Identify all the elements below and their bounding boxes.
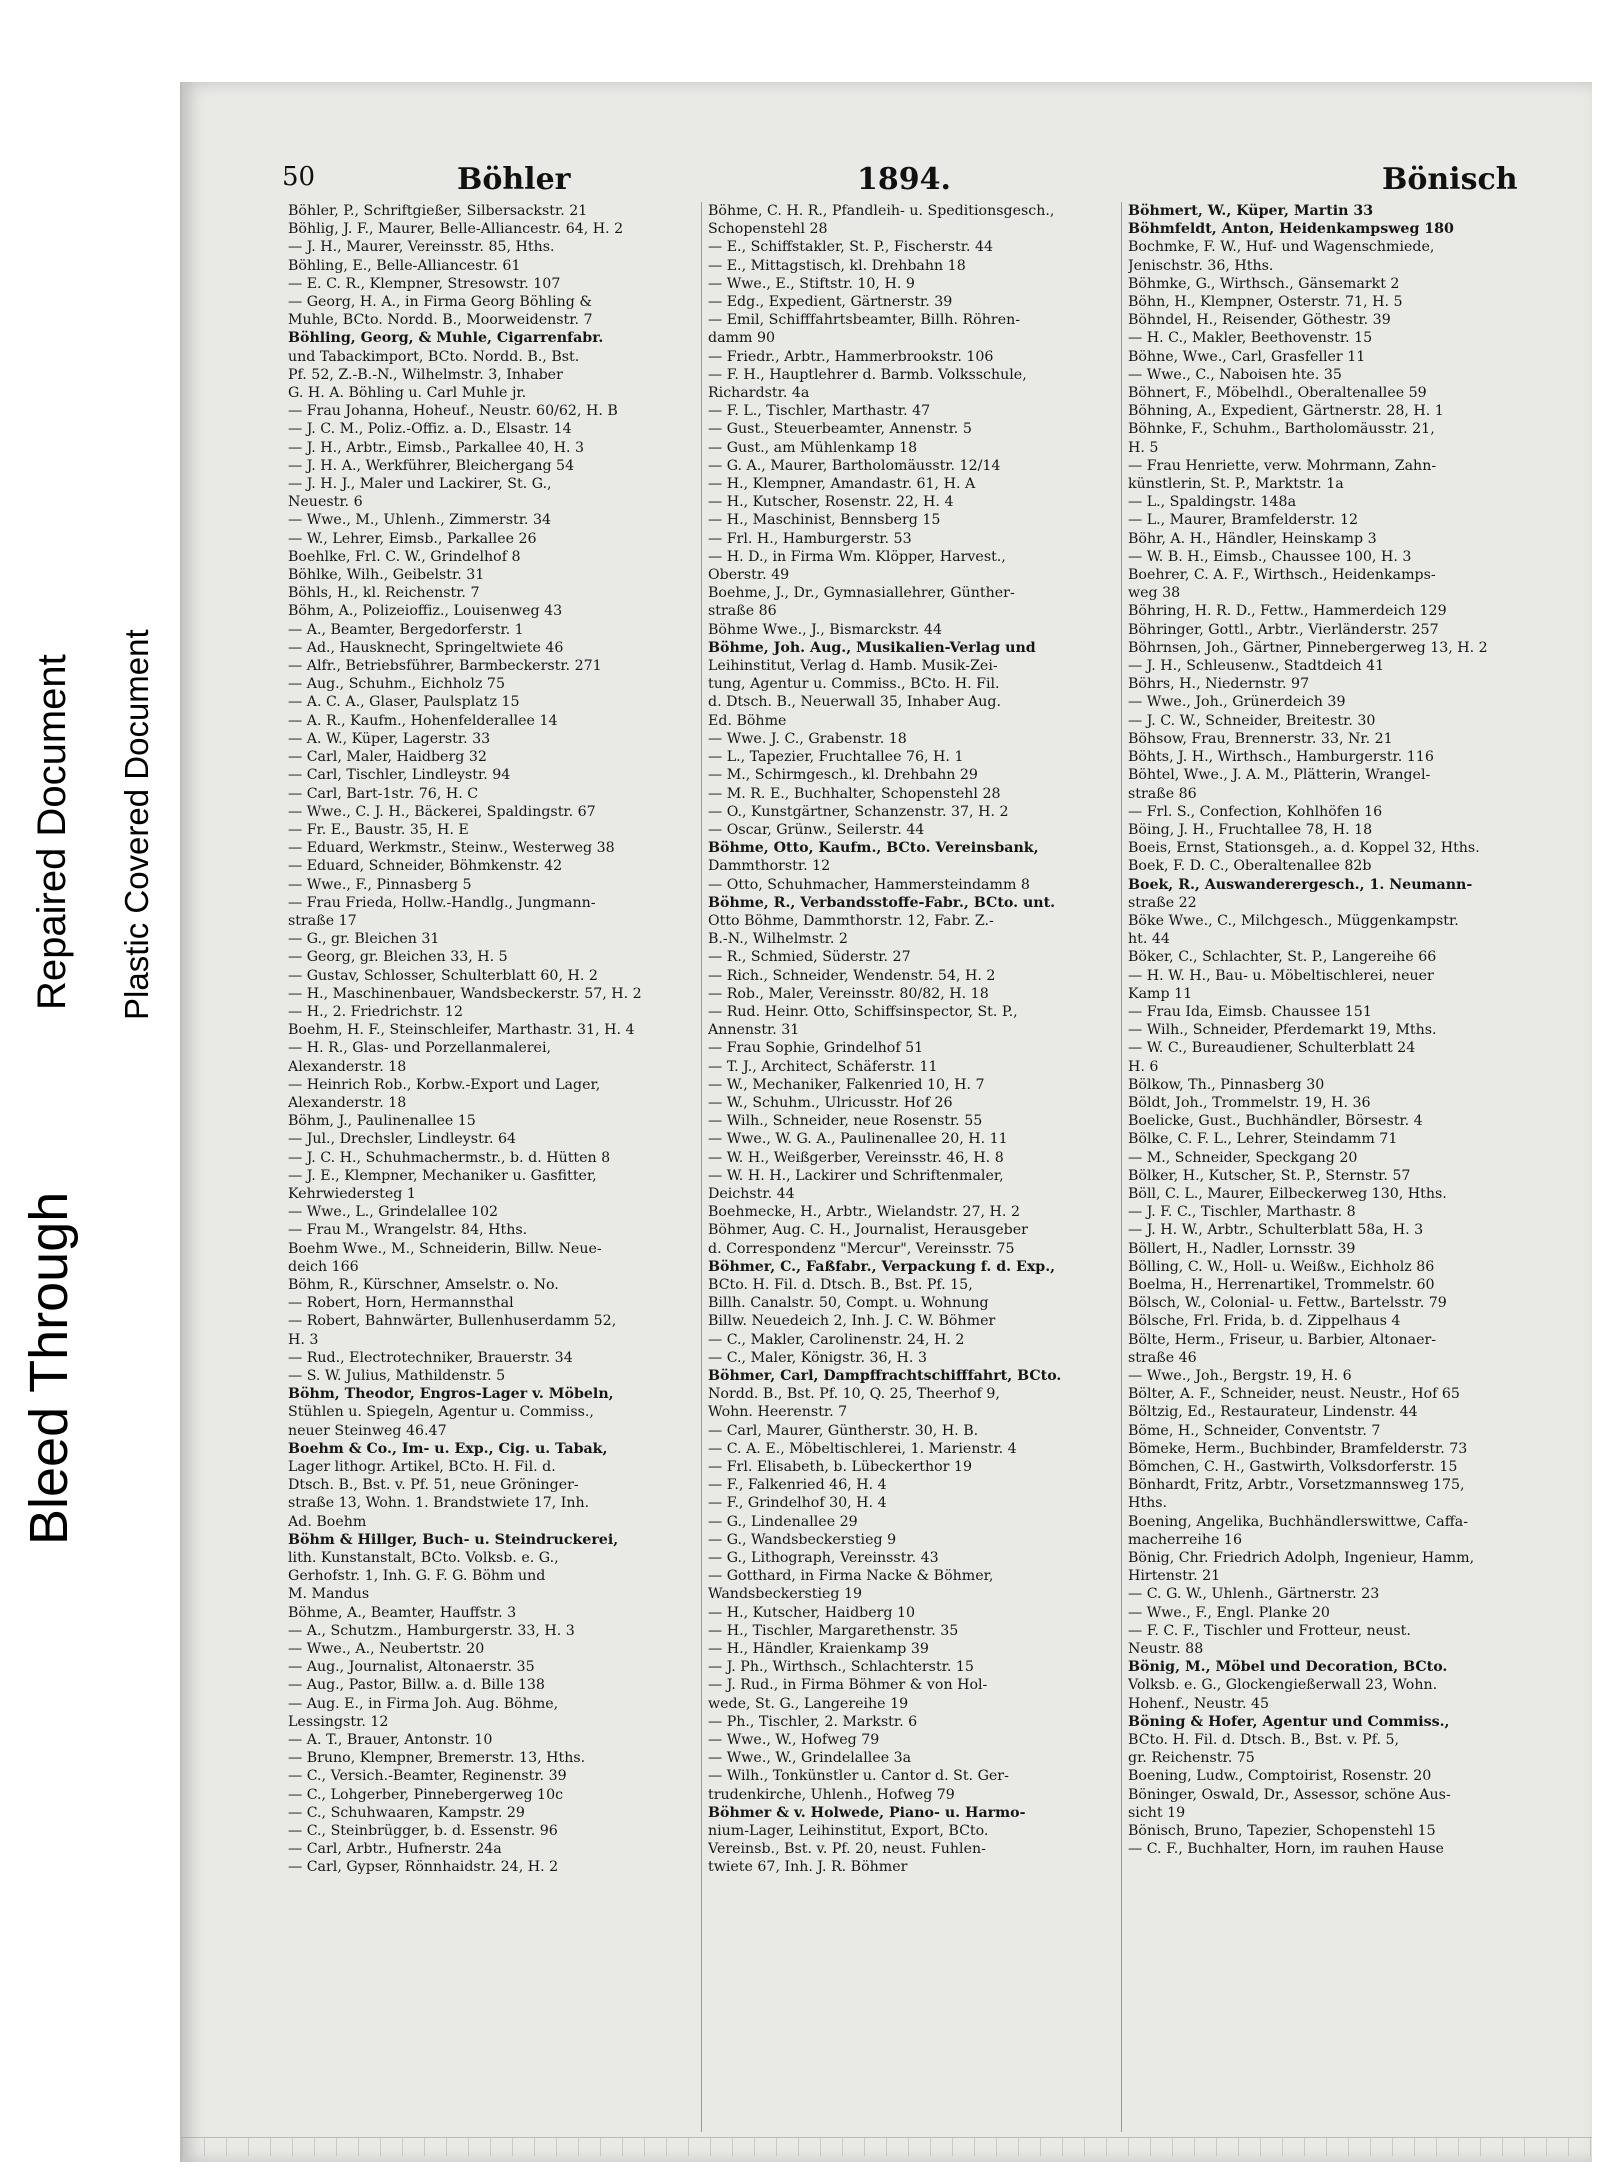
- directory-entry: Schopenstehl 28: [708, 221, 828, 238]
- directory-entry: Bönig, Chr. Friedrich Adolph, Ingenieur, Hamm,: [1128, 1550, 1475, 1567]
- directory-entry: Volksb. e. G., Glockengießerwall 23, Wohn.: [1128, 1677, 1438, 1694]
- directory-entry: Böll, C. L., Maurer, Eilbeckerweg 130, Hths.: [1128, 1185, 1447, 1202]
- directory-entry: Böhme, A., Beamter, Hauffstr. 3: [288, 1604, 517, 1621]
- directory-entry: — Emil, Schifffahrtsbeamter, Billh. Röhren-: [708, 312, 1021, 329]
- directory-entry: — Friedr., Arbtr., Hammerbrookstr. 106: [708, 348, 994, 365]
- directory-entry: nium-Lager, Leihinstitut, Export, BCto.: [708, 1823, 989, 1840]
- directory-entry: — C., Steinbrügger, b. d. Essenstr. 96: [288, 1823, 558, 1840]
- directory-entry: Böhmfeldt, Anton, Heidenkampsweg 180: [1128, 221, 1454, 238]
- right-running-head: Bönisch: [1382, 162, 1518, 197]
- directory-entry: Boelicke, Gust., Buchhändler, Börsestr. 4: [1128, 1113, 1423, 1130]
- directory-entry: — H., Maschinenbauer, Wandsbeckerstr. 57, H. 2: [288, 985, 642, 1002]
- repaired-document-label: Repaired Document: [30, 654, 74, 1010]
- directory-entry: — Wwe., C. J. H., Bäckerei, Spaldingstr. 67: [288, 803, 596, 820]
- directory-entry: H. 3: [288, 1331, 319, 1348]
- directory-entry: — Frau Ida, Eimsb. Chaussee 151: [1128, 1003, 1372, 1020]
- directory-entry: Leihinstitut, Verlag d. Hamb. Musik-Zei-: [708, 658, 998, 675]
- directory-entry: Böhlig, J. F., Maurer, Belle-Alliancestr. 64, H. 2: [288, 221, 624, 238]
- directory-entry: G. H. A. Böhling u. Carl Muhle jr.: [288, 385, 527, 402]
- directory-entry: Böninger, Oswald, Dr., Assessor, schöne Aus-: [1128, 1786, 1451, 1803]
- directory-entry: trudenkirche, Uhlenh., Hofweg 79: [708, 1786, 955, 1803]
- directory-entry: M. Mandus: [288, 1586, 370, 1603]
- directory-entry: Böhmke, G., Wirthsch., Gänsemarkt 2: [1128, 275, 1400, 292]
- directory-column-2: [702, 202, 1122, 2132]
- directory-entry: — Wwe., F., Pinnasberg 5: [288, 876, 472, 893]
- directory-entry: Alexanderstr. 18: [288, 1094, 407, 1111]
- directory-entry: — O., Kunstgärtner, Schanzenstr. 37, H. 2: [708, 803, 1009, 820]
- directory-entry: Bölker, H., Kutscher, St. P., Sternstr. 57: [1128, 1167, 1411, 1184]
- directory-entry: — Wwe., M., Uhlenh., Zimmerstr. 34: [288, 512, 551, 529]
- directory-entry: Lager lithogr. Artikel, BCto. H. Fil. d.: [288, 1459, 556, 1476]
- year-heading: 1894.: [857, 162, 951, 197]
- directory-entry: Billw. Neuedeich 2, Inh. J. C. W. Böhmer: [708, 1313, 996, 1330]
- directory-entry: — Carl, Tischler, Lindleystr. 94: [288, 767, 511, 784]
- directory-entry: Böhls, H., kl. Reichenstr. 7: [288, 585, 480, 602]
- directory-entry: — Eduard, Werkmstr., Steinw., Westerweg 38: [288, 840, 615, 857]
- directory-entry: — Rob., Maler, Vereinsstr. 80/82, H. 18: [708, 985, 989, 1002]
- directory-entry: — G. A., Maurer, Bartholomäusstr. 12/14: [708, 457, 1001, 474]
- directory-entry: — Robert, Horn, Hermannsthal: [288, 1295, 514, 1312]
- directory-entry: Oberstr. 49: [708, 567, 790, 584]
- directory-entry: Böhm & Hillger, Buch- u. Steindruckerei,: [288, 1531, 619, 1548]
- directory-entry: Boehrer, C. A. F., Wirthsch., Heidenkamps-: [1128, 567, 1436, 584]
- directory-entry: Vereinsb., Bst. v. Pf. 20, neust. Fuhlen-: [708, 1841, 986, 1858]
- directory-entry: Böhme, Joh. Aug., Musikalien-Verlag und: [708, 639, 1036, 656]
- directory-entry: Bönisch, Bruno, Tapezier, Schopenstehl 15: [1128, 1823, 1436, 1840]
- directory-entry: — J. H., Maurer, Vereinsstr. 85, Hths.: [288, 239, 555, 256]
- directory-entry: Böhmer, C., Faßfabr., Verpackung f. d. Exp.,: [708, 1258, 1056, 1275]
- directory-entry: — J. H. W., Arbtr., Schulterblatt 58a, H. 3: [1128, 1222, 1424, 1239]
- directory-entry: — J. H., Schleusenw., Stadtdeich 41: [1128, 658, 1385, 675]
- directory-entry: — Alfr., Betriebsführer, Barmbeckerstr. 271: [288, 658, 602, 675]
- directory-entry: weg 38: [1128, 585, 1181, 602]
- directory-entry: — Jul., Drechsler, Lindleystr. 64: [288, 1131, 517, 1148]
- directory-entry: Böhm, Theodor, Engros-Lager v. Möbeln,: [288, 1386, 614, 1403]
- directory-entry: — A., Schutzm., Hamburgerstr. 33, H. 3: [288, 1622, 575, 1639]
- directory-entry: Bölsch, W., Colonial- u. Fettw., Bartelsstr. 79: [1128, 1295, 1447, 1312]
- directory-entry: — J. H. J., Maler und Lackirer, St. G.,: [288, 476, 552, 493]
- directory-entry: Böldt, Joh., Trommelstr. 19, H. 36: [1128, 1094, 1371, 1111]
- scanned-page: [180, 82, 1592, 2162]
- directory-entry: Böltzig, Ed., Restaurateur, Lindenstr. 44: [1128, 1404, 1418, 1421]
- directory-entry: Bölte, Herm., Friseur, u. Barbier, Altonaer-: [1128, 1331, 1437, 1348]
- directory-entry: Wandsbeckerstieg 19: [708, 1586, 863, 1603]
- directory-entry: — C., Versich.-Beamter, Reginenstr. 39: [288, 1768, 567, 1785]
- directory-entry: — Frau Johanna, Hoheuf., Neustr. 60/62, H. B: [288, 403, 618, 420]
- directory-entry: — C. F., Buchhalter, Horn, im rauhen Hause: [1128, 1841, 1444, 1858]
- directory-entry: — A. T., Brauer, Antonstr. 10: [288, 1732, 493, 1749]
- directory-entry: Boehmecke, H., Arbtr., Wielandstr. 27, H. 2: [708, 1204, 1020, 1221]
- directory-entry: Neustr. 88: [1128, 1641, 1204, 1658]
- directory-entry: — Wwe., W. G. A., Paulinenallee 20, H. 11: [708, 1131, 1008, 1148]
- directory-entry: — Gustav, Schlosser, Schulterblatt 60, H. 2: [288, 967, 598, 984]
- directory-entry: Böhrnsen, Joh., Gärtner, Pinnebergerweg 13, H. 2: [1128, 639, 1488, 656]
- directory-entry: Böhts, J. H., Wirthsch., Hamburgerstr. 116: [1128, 749, 1434, 766]
- directory-entry: Böhmer, Aug. C. H., Journalist, Herausgeber: [708, 1222, 1028, 1239]
- directory-entry: neuer Steinweg 46.47: [288, 1422, 447, 1439]
- left-running-head: Böhler: [457, 162, 571, 197]
- directory-entry: Boehm & Co., Im- u. Exp., Cig. u. Tabak,: [288, 1440, 608, 1457]
- directory-entry: — Aug. E., in Firma Joh. Aug. Böhme,: [288, 1695, 559, 1712]
- directory-entry: Deichstr. 44: [708, 1185, 795, 1202]
- directory-entry: — Ph., Tischler, 2. Markstr. 6: [708, 1713, 918, 1730]
- directory-entry: Böhmer, Carl, Dampffrachtschifffahrt, BCto.: [708, 1368, 1062, 1384]
- directory-entry: — Eduard, Schneider, Böhmkenstr. 42: [288, 858, 563, 875]
- directory-entry: — Wilh., Schneider, Pferdemarkt 19, Mths.: [1128, 1022, 1437, 1039]
- directory-entry: Böhsow, Frau, Brennerstr. 33, Nr. 21: [1128, 730, 1393, 747]
- directory-entry: — H. R., Glas- und Porzellanmalerei,: [288, 1040, 551, 1057]
- directory-entry: — Gust., am Mühlenkamp 18: [708, 439, 918, 456]
- directory-entry: — G., Lindenallee 29: [708, 1513, 858, 1530]
- directory-entry: deich 166: [288, 1258, 359, 1275]
- directory-entry: Böhring, H. R. D., Fettw., Hammerdeich 129: [1128, 603, 1447, 620]
- directory-entry: Böning & Hofer, Agentur und Commiss.,: [1128, 1713, 1450, 1730]
- directory-entry: Boehm, H. F., Steinschleifer, Marthastr. 31, H. 4: [288, 1022, 635, 1039]
- directory-entry: Boelma, H., Herrenartikel, Trommelstr. 60: [1128, 1276, 1435, 1293]
- directory-entry: — Gotthard, in Firma Nacke & Böhmer,: [708, 1568, 994, 1585]
- directory-entry: Muhle, BCto. Nordd. B., Moorweidenstr. 7: [288, 312, 593, 329]
- directory-entry: Böhning, A., Expedient, Gärtnerstr. 28, H. 1: [1128, 403, 1444, 420]
- directory-entry: künstlerin, St. P., Marktstr. 1a: [1128, 476, 1344, 493]
- directory-entry: Böhm, J., Paulinenallee 15: [288, 1113, 476, 1130]
- directory-entry: — Edg., Expedient, Gärtnerstr. 39: [708, 294, 953, 311]
- directory-entry: Kehrwiedersteg 1: [288, 1185, 416, 1202]
- directory-entry: Nordd. B., Bst. Pf. 10, Q. 25, Theerhof 9,: [708, 1386, 1000, 1403]
- directory-entry: wede, St. G., Langereihe 19: [708, 1695, 909, 1712]
- directory-entry: Alexanderstr. 18: [288, 1058, 407, 1075]
- directory-entry: Böhme, C. H. R., Pfandleih- u. Speditionsgesch.,: [708, 203, 1055, 219]
- directory-entry: Wohn. Heerenstr. 7: [708, 1404, 848, 1421]
- directory-entry: Dammthorstr. 12: [708, 858, 831, 875]
- directory-entry: — H., Kutscher, Rosenstr. 22, H. 4: [708, 494, 954, 511]
- directory-entry: Böhr, A. H., Händler, Heinskamp 3: [1128, 530, 1377, 547]
- directory-entry: — Rich., Schneider, Wendenstr. 54, H. 2: [708, 967, 996, 984]
- directory-entry: — H., Klempner, Amandastr. 61, H. A: [708, 476, 976, 493]
- directory-entry: straße 86: [708, 603, 777, 620]
- directory-entry: — C., Maler, Königstr. 36, H. 3: [708, 1349, 927, 1366]
- directory-entry: Böhm, R., Kürschner, Amselstr. o. No.: [288, 1276, 559, 1293]
- directory-entry: — J. E., Klempner, Mechaniker u. Gasfitter,: [288, 1167, 597, 1184]
- directory-column-3: [1122, 202, 1542, 2132]
- directory-entry: — E., Mittagstisch, kl. Drehbahn 18: [708, 257, 966, 274]
- directory-entry: Böhmert, W., Küper, Martin 33: [1128, 203, 1374, 219]
- directory-entry: — W., Mechaniker, Falkenried 10, H. 7: [708, 1076, 985, 1093]
- directory-entry: — T. J., Architect, Schäferstr. 11: [708, 1058, 938, 1075]
- directory-entry: — W., Lehrer, Eimsb., Parkallee 26: [288, 530, 537, 547]
- directory-entry: Otto Böhme, Dammthorstr. 12, Fabr. Z.-: [708, 912, 994, 929]
- directory-entry: — S. W. Julius, Mathildenstr. 5: [288, 1368, 506, 1384]
- directory-entry: tung, Agentur u. Commiss., BCto. H. Fil.: [708, 676, 1000, 693]
- directory-entry: Gerhofstr. 1, Inh. G. F. G. Böhm und: [288, 1568, 546, 1585]
- directory-entry: Hirtenstr. 21: [1128, 1568, 1221, 1585]
- directory-entry: — Wwe., C., Naboisen hte. 35: [1128, 366, 1342, 383]
- directory-entry: H. 6: [1128, 1058, 1159, 1075]
- directory-entry: — F. H., Hauptlehrer d. Barmb. Volksschule,: [708, 366, 1027, 383]
- directory-entry: d. Correspondenz "Mercur", Vereinsstr. 75: [708, 1240, 1015, 1257]
- directory-entry: Böhme, R., Verbandsstoffe-Fabr., BCto. unt.: [708, 894, 1056, 911]
- directory-column-1: [282, 202, 702, 2132]
- directory-entry: — F. L., Tischler, Marthastr. 47: [708, 403, 931, 420]
- bleed-through-label: Bleed Through: [19, 1191, 79, 1545]
- directory-entry: Ad. Boehm: [288, 1513, 367, 1530]
- directory-entry: — Wwe., Joh., Grünerdeich 39: [1128, 694, 1346, 711]
- directory-entry: Bölter, A. F., Schneider, neust. Neustr., Hof 65: [1128, 1386, 1460, 1403]
- directory-entry: Billh. Canalstr. 50, Compt. u. Wohnung: [708, 1295, 989, 1312]
- directory-entry: — Wwe., E., Stiftstr. 10, H. 9: [708, 275, 915, 292]
- directory-entry: Boening, Ludw., Comptoirist, Rosenstr. 20: [1128, 1768, 1432, 1785]
- directory-entry: — Frl. Elisabeth, b. Lübeckerthor 19: [708, 1459, 972, 1476]
- directory-entry: Bölke, C. F. L., Lehrer, Steindamm 71: [1128, 1131, 1398, 1148]
- directory-entry: — Frau Frieda, Hollw.-Handlg., Jungmann-: [288, 894, 596, 911]
- directory-entry: Bölling, C. W., Holl- u. Weißw., Eichholz 86: [1128, 1258, 1435, 1275]
- directory-entry: — H., Maschinist, Bennsberg 15: [708, 512, 941, 529]
- directory-entry: B.-N., Wilhelmstr. 2: [708, 931, 848, 948]
- directory-entry: — J. Rud., in Firma Böhmer & von Hol-: [708, 1677, 988, 1694]
- directory-entry: Böhm, A., Polizeioffiz., Louisenweg 43: [288, 603, 563, 620]
- directory-entry: — A., Beamter, Bergedorferstr. 1: [288, 621, 524, 638]
- directory-entry: d. Dtsch. B., Neuerwall 35, Inhaber Aug.: [708, 694, 1001, 711]
- directory-entry: — H., Händler, Kraienkamp 39: [708, 1641, 929, 1658]
- directory-entry: — Wwe., W., Hofweg 79: [708, 1732, 880, 1749]
- directory-entry: — F., Falkenried 46, H. 4: [708, 1477, 887, 1494]
- directory-entry: Böhtel, Wwe., J. A. M., Plätterin, Wrangel-: [1128, 767, 1431, 784]
- directory-entry: — M., Schneider, Speckgang 20: [1128, 1149, 1358, 1166]
- directory-entry: Bölsche, Frl. Frida, b. d. Zippelhaus 4: [1128, 1313, 1401, 1330]
- directory-entry: Richardstr. 4a: [708, 385, 810, 402]
- directory-entry: Boehlke, Frl. C. W., Grindelhof 8: [288, 548, 521, 565]
- directory-entry: Boening, Angelika, Buchhändlerswittwe, Caffa-: [1128, 1513, 1469, 1530]
- directory-entry: Hths.: [1128, 1495, 1168, 1512]
- page-header: [282, 162, 1542, 202]
- directory-entry: — C. A. E., Möbeltischlerei, 1. Marienstr. 4: [708, 1440, 1017, 1457]
- directory-entry: — Carl, Maurer, Güntherstr. 30, H. B.: [708, 1422, 979, 1439]
- directory-entry: — Aug., Journalist, Altonaerstr. 35: [288, 1659, 535, 1676]
- directory-entry: Dtsch. B., Bst. v. Pf. 51, neue Gröninger-: [288, 1477, 579, 1494]
- page-number: 50: [282, 162, 316, 192]
- directory-entry: — F., Grindelhof 30, H. 4: [708, 1495, 887, 1512]
- directory-entry: — M., Schirmgesch., kl. Drehbahn 29: [708, 767, 978, 784]
- directory-entry: — H. W. H., Bau- u. Möbeltischlerei, neuer: [1128, 967, 1434, 984]
- directory-entry: Ed. Böhme: [708, 712, 787, 729]
- directory-entry: — Georg, gr. Bleichen 33, H. 5: [288, 949, 508, 966]
- directory-entry: — L., Maurer, Bramfelderstr. 12: [1128, 512, 1359, 529]
- directory-entry: Kamp 11: [1128, 985, 1193, 1002]
- directory-entry: Boehm Wwe., M., Schneiderin, Billw. Neue-: [288, 1240, 602, 1257]
- directory-entry: straße 13, Wohn. 1. Brandstwiete 17, Inh.: [288, 1495, 590, 1512]
- directory-entry: — Ad., Hausknecht, Springeltwiete 46: [288, 639, 564, 656]
- directory-entry: — J. F. C., Tischler, Marthastr. 8: [1128, 1204, 1356, 1221]
- directory-entry: — Wilh., Tonkünstler u. Cantor d. St. Ger-: [708, 1768, 1009, 1785]
- directory-entry: — Aug., Pastor, Billw. a. d. Bille 138: [288, 1677, 545, 1694]
- directory-entry: Böllert, H., Nadler, Lornsstr. 39: [1128, 1240, 1356, 1257]
- directory-entry: BCto. H. Fil. d. Dtsch. B., Bst. v. Pf. 5,: [1128, 1732, 1400, 1749]
- directory-columns: [282, 202, 1542, 2132]
- directory-entry: — W. H. H., Lackirer und Schriftenmaler,: [708, 1167, 1004, 1184]
- directory-entry: twiete 67, Inh. J. R. Böhmer: [708, 1859, 908, 1876]
- directory-entry: Böhme Wwe., J., Bismarckstr. 44: [708, 621, 942, 638]
- directory-entry: — Robert, Bahnwärter, Bullenhuserdamm 52,: [288, 1313, 617, 1330]
- directory-entry: — Aug., Schuhm., Eichholz 75: [288, 676, 505, 693]
- directory-entry: — F. C. F., Tischler und Frotteur, neust.: [1128, 1622, 1411, 1639]
- directory-entry: — H., Kutscher, Haidberg 10: [708, 1604, 916, 1621]
- directory-entry: — L., Spaldingstr. 148a: [1128, 494, 1297, 511]
- directory-entry: — W., Schuhm., Ulricusstr. Hof 26: [708, 1094, 953, 1111]
- directory-entry: Böke Wwe., C., Milchgesch., Müggenkampstr.: [1128, 912, 1459, 929]
- directory-entry: Böhndel, H., Reisender, Göthestr. 39: [1128, 312, 1391, 329]
- directory-entry: straße 17: [288, 912, 357, 929]
- directory-entry: Jenischstr. 36, Hths.: [1128, 257, 1274, 274]
- directory-entry: — H. D., in Firma Wm. Klöpper, Harvest.,: [708, 548, 1006, 565]
- directory-entry: — Frau Henriette, verw. Mohrmann, Zahn-: [1128, 457, 1437, 474]
- directory-entry: straße 86: [1128, 785, 1197, 802]
- directory-entry: — Wilh., Schneider, neue Rosenstr. 55: [708, 1113, 983, 1130]
- directory-entry: — Frau M., Wrangelstr. 84, Hths.: [288, 1222, 528, 1239]
- directory-entry: — G., Wandsbeckerstieg 9: [708, 1531, 897, 1548]
- margin-label-strip: [0, 0, 180, 2177]
- directory-entry: — Gust., Steuerbeamter, Annenstr. 5: [708, 421, 972, 438]
- directory-entry: — Fr. E., Baustr. 35, H. E: [288, 821, 469, 838]
- directory-entry: — H., 2. Friedrichstr. 12: [288, 1003, 463, 1020]
- directory-entry: und Tabackimport, BCto. Nordd. B., Bst.: [288, 348, 580, 365]
- directory-entry: Böing, J. H., Fruchtallee 78, H. 18: [1128, 821, 1373, 838]
- directory-entry: — A. R., Kaufm., Hohenfelderallee 14: [288, 712, 558, 729]
- directory-entry: Böhler, P., Schriftgießer, Silbersackstr. 21: [288, 203, 588, 219]
- directory-entry: — Wwe., W., Grindelallee 3a: [708, 1750, 912, 1767]
- directory-entry: — Otto, Schuhmacher, Hammersteindamm 8: [708, 876, 1030, 893]
- directory-entry: Böker, C., Schlachter, St. P., Langereihe 66: [1128, 949, 1437, 966]
- directory-entry: Bölkow, Th., Pinnasberg 30: [1128, 1076, 1325, 1093]
- directory-entry: — C. G. W., Uhlenh., Gärtnerstr. 23: [1128, 1586, 1380, 1603]
- directory-entry: — Frau Sophie, Grindelhof 51: [708, 1040, 924, 1057]
- directory-entry: Böhne, Wwe., Carl, Grasfeller 11: [1128, 348, 1366, 365]
- directory-entry: — J. C. M., Poliz.-Offiz. a. D., Elsastr. 14: [288, 421, 572, 438]
- directory-entry: Bönhardt, Fritz, Arbtr., Vorsetzmannsweg 175,: [1128, 1477, 1465, 1494]
- directory-entry: Böhnke, F., Schuhm., Bartholomäusstr. 21,: [1128, 421, 1435, 438]
- directory-entry: — L., Tapezier, Fruchtallee 76, H. 1: [708, 749, 964, 766]
- directory-entry: Böhling, Georg, & Muhle, Cigarrenfabr.: [288, 330, 604, 347]
- directory-entry: damm 90: [708, 330, 776, 347]
- directory-entry: — Carl, Maler, Haidberg 32: [288, 749, 487, 766]
- directory-entry: — Carl, Bart-1str. 76, H. C: [288, 785, 479, 802]
- directory-entry: sicht 19: [1128, 1804, 1186, 1821]
- directory-entry: — E., Schiffstakler, St. P., Fischerstr. 44: [708, 239, 994, 256]
- directory-entry: — H. C., Makler, Beethovenstr. 15: [1128, 330, 1373, 347]
- directory-entry: ht. 44: [1128, 931, 1170, 948]
- directory-entry: — Wwe., F., Engl. Planke 20: [1128, 1604, 1330, 1621]
- directory-entry: Böhnert, F., Möbelhdl., Oberaltenallee 59: [1128, 385, 1427, 402]
- directory-entry: — J. H., Arbtr., Eimsb., Parkallee 40, H. 3: [288, 439, 585, 456]
- directory-entry: — Carl, Gypser, Rönnhaidstr. 24, H. 2: [288, 1859, 559, 1876]
- directory-entry: Boeis, Ernst, Stationsgeh., a. d. Koppel 32, Hths.: [1128, 840, 1480, 857]
- directory-entry: — Carl, Arbtr., Hufnerstr. 24a: [288, 1841, 502, 1858]
- directory-entry: — G., gr. Bleichen 31: [288, 931, 440, 948]
- directory-entry: — J. C. W., Schneider, Breitestr. 30: [1128, 712, 1376, 729]
- directory-entry: — Wwe. J. C., Grabenstr. 18: [708, 730, 907, 747]
- directory-entry: — Wwe., Joh., Bergstr. 19, H. 6: [1128, 1368, 1352, 1384]
- directory-entry: — J. C. H., Schuhmachermstr., b. d. Hütten 8: [288, 1149, 611, 1166]
- directory-entry: — J. Ph., Wirthsch., Schlachterstr. 15: [708, 1659, 974, 1676]
- directory-entry: — G., Lithograph, Vereinsstr. 43: [708, 1550, 939, 1567]
- directory-entry: — Wwe., L., Grindelallee 102: [288, 1204, 499, 1221]
- directory-entry: lith. Kunstanstalt, BCto. Volksb. e. G.,: [288, 1550, 559, 1567]
- directory-entry: — M. R. E., Buchhalter, Schopenstehl 28: [708, 785, 1001, 802]
- directory-entry: — Frl. S., Confection, Kohlhöfen 16: [1128, 803, 1383, 820]
- directory-entry: — H., Tischler, Margarethenstr. 35: [708, 1622, 959, 1639]
- directory-entry: gr. Reichenstr. 75: [1128, 1750, 1255, 1767]
- directory-entry: — Georg, H. A., in Firma Georg Böhling &: [288, 294, 592, 311]
- directory-entry: — Heinrich Rob., Korbw.-Export und Lager,: [288, 1076, 601, 1093]
- directory-entry: — R., Schmied, Süderstr. 27: [708, 949, 911, 966]
- directory-entry: Böme, H., Schneider, Conventstr. 7: [1128, 1422, 1381, 1439]
- directory-entry: Bömchen, C. H., Gastwirth, Volksdorferstr. 15: [1128, 1459, 1458, 1476]
- directory-entry: Pf. 52, Z.-B.-N., Wilhelmstr. 3, Inhaber: [288, 366, 563, 383]
- directory-entry: Böhme, Otto, Kaufm., BCto. Vereinsbank,: [708, 840, 1039, 857]
- directory-entry: H. 5: [1128, 439, 1159, 456]
- directory-entry: — Frl. H., Hamburgerstr. 53: [708, 530, 912, 547]
- directory-entry: Boek, R., Auswanderergesch., 1. Neumann-: [1128, 876, 1473, 893]
- directory-entry: Bönig, M., Möbel und Decoration, BCto.: [1128, 1659, 1448, 1676]
- directory-entry: — C., Schuhwaaren, Kampstr. 29: [288, 1804, 525, 1821]
- directory-entry: — Rud., Electrotechniker, Brauerstr. 34: [288, 1349, 573, 1366]
- directory-entry: — W. B. H., Eimsb., Chaussee 100, H. 3: [1128, 548, 1412, 565]
- directory-entry: — J. H. A., Werkführer, Bleichergang 54: [288, 457, 575, 474]
- directory-entry: Lessingstr. 12: [288, 1713, 389, 1730]
- directory-entry: Bömeke, Herm., Buchbinder, Bramfelderstr. 73: [1128, 1440, 1468, 1457]
- directory-entry: Böhn, H., Klempner, Osterstr. 71, H. 5: [1128, 294, 1403, 311]
- directory-entry: — C., Lohgerber, Pinnebergerweg 10c: [288, 1786, 564, 1803]
- directory-entry: Boek, F. D. C., Oberaltenallee 82b: [1128, 858, 1372, 875]
- directory-entry: — A. W., Küper, Lagerstr. 33: [288, 730, 491, 747]
- directory-entry: Böhmer & v. Holwede, Piano- u. Harmo-: [708, 1804, 1026, 1821]
- directory-entry: — Oscar, Grünw., Seilerstr. 44: [708, 821, 925, 838]
- directory-entry: Neuestr. 6: [288, 494, 363, 511]
- directory-entry: — A. C. A., Glaser, Paulsplatz 15: [288, 694, 520, 711]
- directory-entry: Böhringer, Gottl., Arbtr., Vierländerstr. 257: [1128, 621, 1439, 638]
- directory-entry: — E. C. R., Klempner, Stresowstr. 107: [288, 275, 561, 292]
- directory-entry: — W. C., Bureaudiener, Schulterblatt 24: [1128, 1040, 1416, 1057]
- directory-entry: — Bruno, Klempner, Bremerstr. 13, Hths.: [288, 1750, 586, 1767]
- plastic-covered-label: Plastic Covered Document: [118, 629, 155, 1020]
- directory-entry: Annenstr. 31: [708, 1022, 800, 1039]
- directory-entry: Stühlen u. Spiegeln, Agentur u. Commiss.,: [288, 1404, 594, 1421]
- directory-entry: Hohenf., Neustr. 45: [1128, 1695, 1270, 1712]
- directory-entry: Böhlke, Wilh., Geibelstr. 31: [288, 567, 485, 584]
- directory-entry: macherreihe 16: [1128, 1531, 1242, 1548]
- directory-entry: BCto. H. Fil. d. Dtsch. B., Bst. Pf. 15,: [708, 1276, 973, 1293]
- directory-entry: Bochmke, F. W., Huf- und Wagenschmiede,: [1128, 239, 1435, 256]
- directory-entry: Böhling, E., Belle-Alliancestr. 61: [288, 257, 521, 274]
- directory-entry: — C., Makler, Carolinenstr. 24, H. 2: [708, 1331, 965, 1348]
- scan-ruler: [182, 2137, 1592, 2156]
- directory-entry: straße 46: [1128, 1349, 1197, 1366]
- directory-entry: Böhrs, H., Niedernstr. 97: [1128, 676, 1310, 693]
- directory-entry: straße 22: [1128, 894, 1197, 911]
- directory-entry: — Rud. Heinr. Otto, Schiffsinspector, St. P.,: [708, 1003, 1018, 1020]
- directory-entry: — W. H., Weißgerber, Vereinsstr. 46, H. 8: [708, 1149, 1004, 1166]
- directory-entry: — Wwe., A., Neubertstr. 20: [288, 1641, 485, 1658]
- directory-entry: Boehme, J., Dr., Gymnasiallehrer, Günther-: [708, 585, 1015, 602]
